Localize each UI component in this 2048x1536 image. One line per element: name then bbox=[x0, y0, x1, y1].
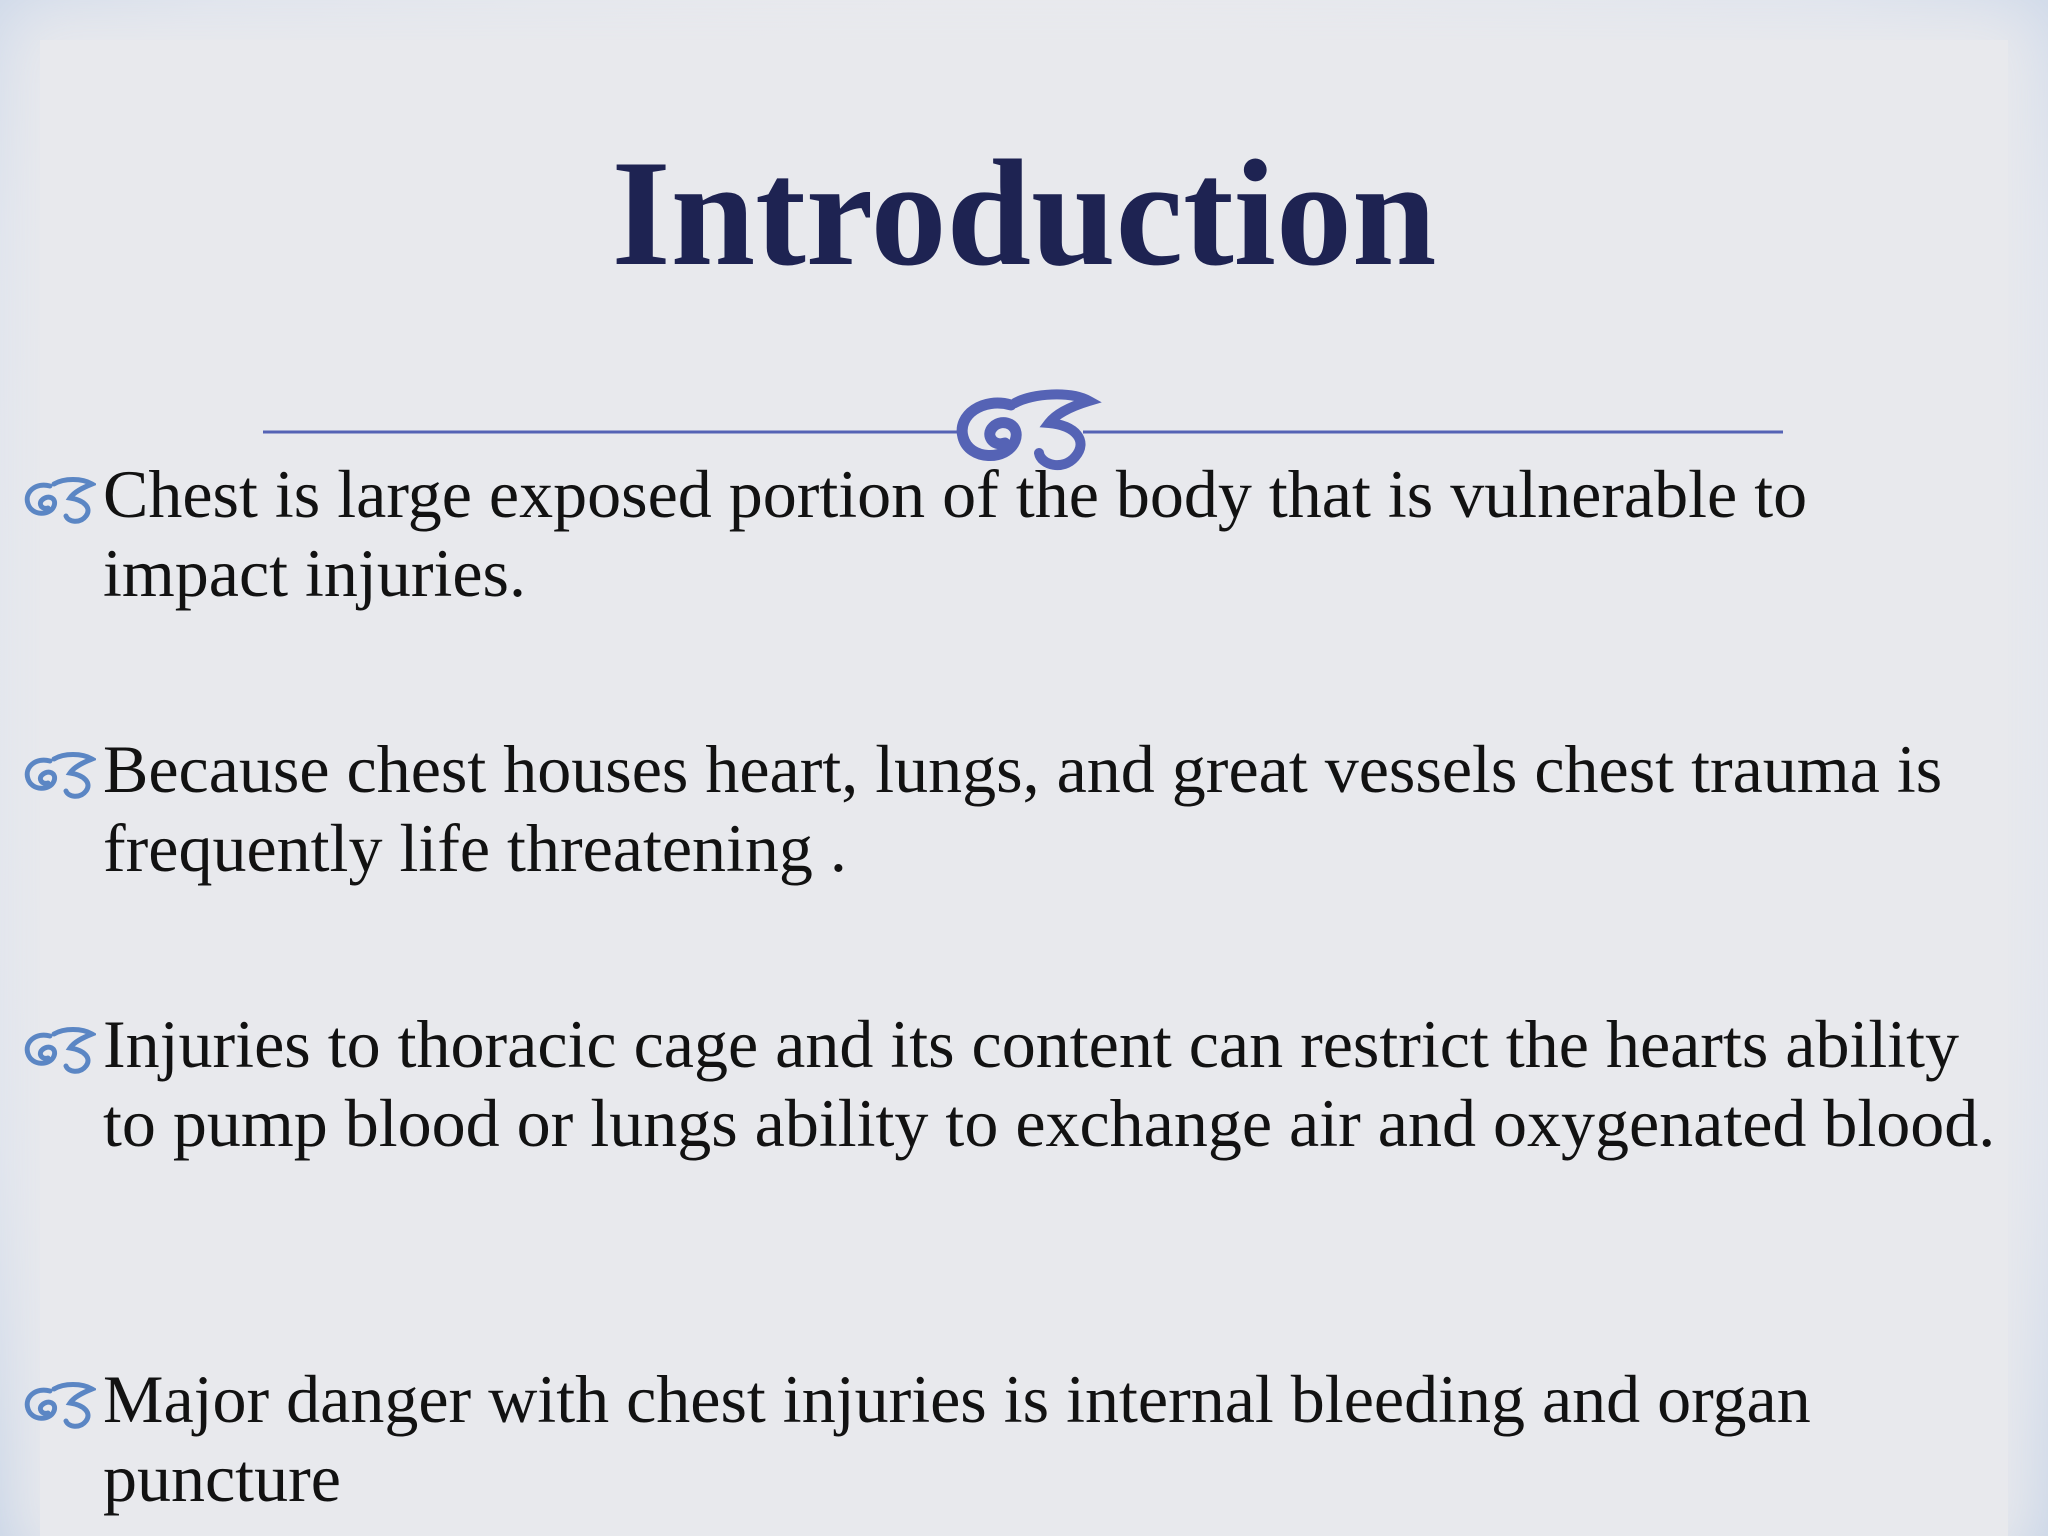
scroll-ornament-icon bbox=[22, 747, 96, 801]
scroll-ornament-icon bbox=[22, 472, 96, 526]
slide-title: Introduction bbox=[611, 129, 1437, 297]
bullet-text: Chest is large exposed portion of the body that is vulnerable to impact injuries. bbox=[103, 456, 1808, 611]
bullet-text: Because chest houses heart, lungs, and great vessels chest trauma is frequently life threatening . bbox=[103, 731, 1943, 886]
scroll-ornament-icon bbox=[22, 1377, 96, 1431]
bullet-text: Injuries to thoracic cage and its content can restrict the hearts ability to pump blood or lungs ability to exchange air and oxygenated blood. bbox=[103, 1006, 1996, 1161]
scroll-ornament-icon bbox=[22, 1022, 96, 1076]
bullet-text: Major danger with chest injuries is internal bleeding and organ puncture bbox=[103, 1361, 1811, 1516]
